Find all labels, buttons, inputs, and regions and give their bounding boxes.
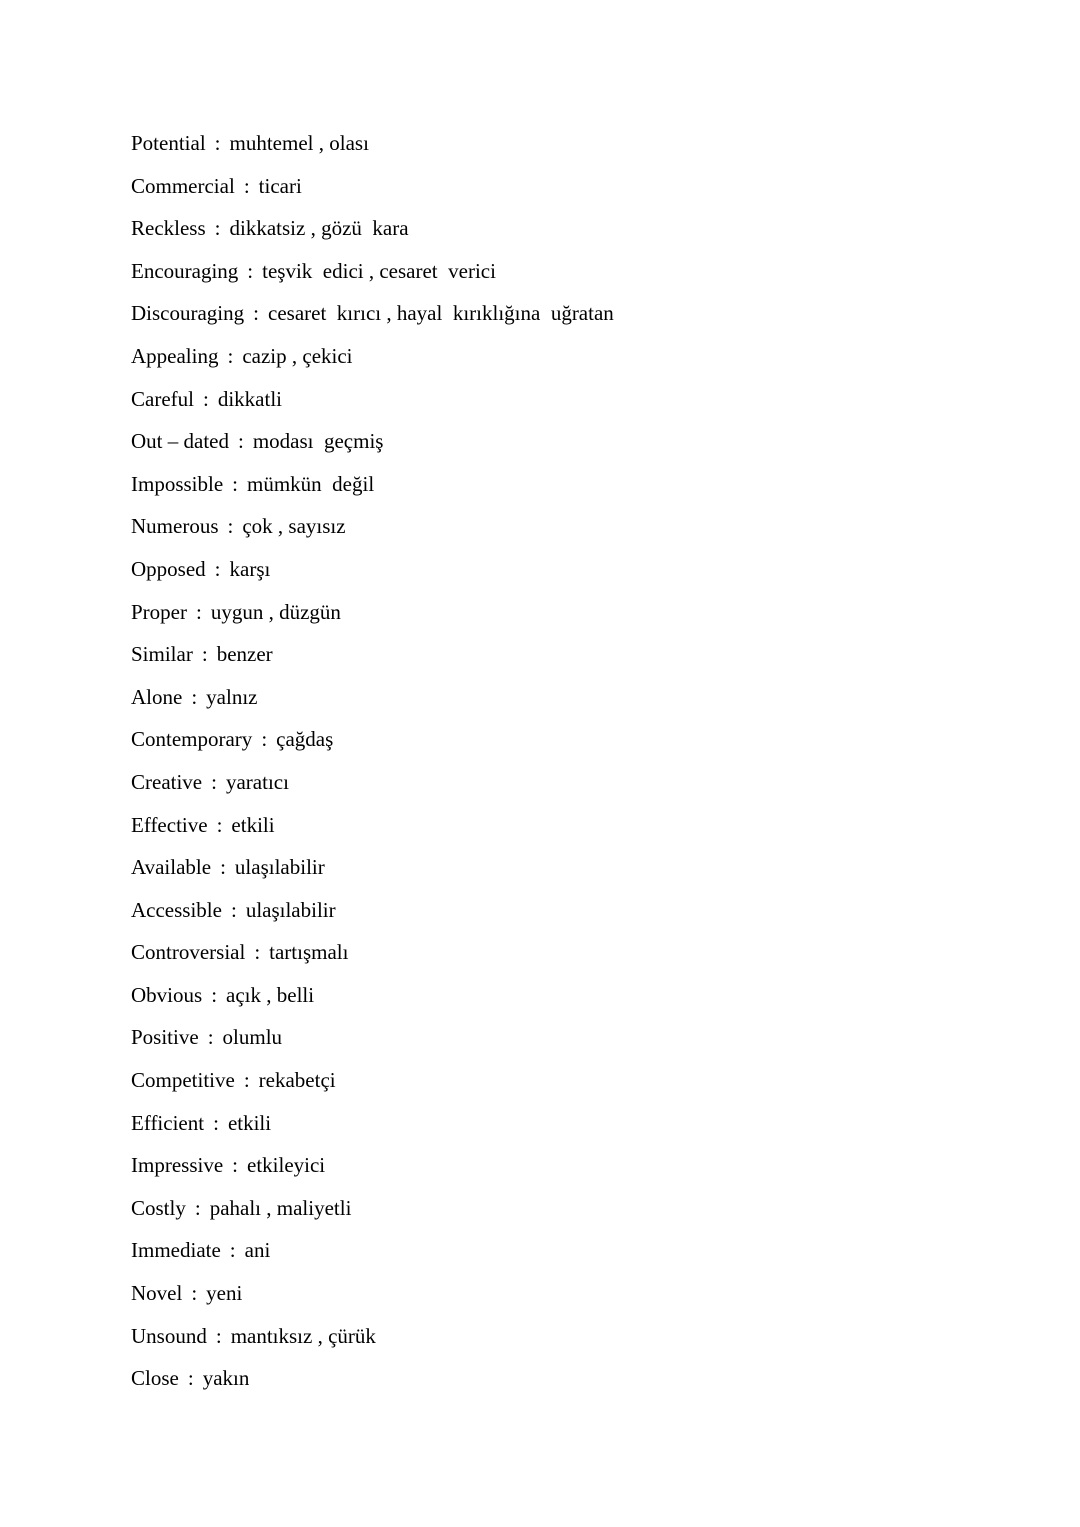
vocab-separator: :: [232, 471, 239, 496]
vocab-term: Encouraging: [131, 258, 239, 283]
vocab-entry: [131, 810, 614, 853]
vocab-entry: [131, 298, 614, 341]
vocab-term: Discouraging: [131, 301, 245, 326]
vocab-entry: [131, 341, 614, 384]
vocab-term: Contemporary: [131, 727, 253, 752]
vocab-entry: [131, 469, 614, 512]
vocab-term: Opposed: [131, 556, 206, 581]
vocab-term: Controversial: [131, 940, 246, 965]
vocab-meaning: ticari: [258, 173, 302, 198]
vocab-term: Accessible: [131, 897, 222, 922]
vocab-meaning: yeni: [206, 1281, 243, 1306]
vocab-separator: :: [229, 1238, 236, 1263]
vocab-term: Impossible: [131, 471, 224, 496]
vocab-entry: [131, 1363, 614, 1406]
vocab-separator: :: [207, 1025, 214, 1050]
vocab-separator: :: [201, 642, 208, 667]
vocab-separator: :: [214, 131, 221, 155]
vocab-meaning: mantıksız , çürük: [230, 1323, 376, 1348]
vocab-term: Careful: [131, 386, 194, 411]
vocab-separator: :: [214, 556, 221, 581]
vocab-separator: :: [214, 216, 221, 241]
vocab-separator: :: [211, 769, 217, 794]
vocab-entry: [131, 895, 614, 938]
vocab-meaning: yaratıcı: [225, 769, 289, 794]
vocab-entry: [131, 724, 614, 767]
vocab-term: Obvious: [131, 982, 203, 1007]
vocab-term: Costly: [131, 1195, 186, 1220]
vocab-meaning: mümkün değil: [247, 471, 375, 496]
vocab-term: Reckless: [131, 216, 206, 241]
vocab-entry: [131, 937, 614, 980]
vocab-meaning: muhtemel , olası: [229, 131, 369, 155]
vocab-term: Potential: [131, 131, 206, 155]
vocab-entry: [131, 384, 614, 427]
vocab-separator: :: [237, 429, 244, 454]
vocab-entry: [131, 1321, 614, 1364]
vocab-meaning: modası geçmiş: [252, 429, 384, 454]
vocab-entry: [131, 767, 614, 810]
vocab-entry: [131, 213, 614, 256]
vocab-meaning: ulaşılabilir: [234, 855, 325, 880]
vocab-entry: [131, 1278, 614, 1321]
vocab-term: Efficient: [131, 1110, 205, 1135]
vocab-meaning: dikkatsiz , gözü kara: [229, 216, 409, 241]
vocab-meaning: pahalı , maliyetli: [209, 1195, 352, 1220]
vocab-term: Close: [131, 1366, 179, 1391]
vocab-entry: [131, 597, 614, 640]
vocab-meaning: açık , belli: [226, 982, 315, 1007]
vocab-term: Competitive: [131, 1068, 235, 1093]
vocab-entry: [131, 639, 614, 682]
vocab-separator: :: [196, 599, 202, 624]
vocab-term: Impressive: [131, 1153, 224, 1178]
vocab-meaning: yalnız: [206, 684, 258, 709]
vocab-meaning: olumlu: [222, 1025, 283, 1050]
vocab-term: Commercial: [131, 173, 235, 198]
vocab-separator: :: [227, 514, 234, 539]
vocab-term: Creative: [131, 769, 203, 794]
vocab-separator: :: [211, 982, 218, 1007]
vocab-term: Positive: [131, 1025, 199, 1050]
vocab-meaning: teşvik edici , cesaret verici: [262, 258, 496, 283]
vocab-term: Alone: [131, 684, 183, 709]
vocab-separator: :: [202, 386, 209, 411]
vocab-term: Numerous: [131, 514, 219, 539]
vocab-meaning: ani: [244, 1238, 271, 1263]
vocabulary-list: [131, 128, 614, 1406]
vocab-meaning: rekabetçi: [258, 1068, 336, 1093]
vocab-entry: [131, 426, 614, 469]
vocab-separator: :: [230, 897, 237, 922]
vocab-separator: :: [232, 1153, 238, 1178]
vocab-meaning: benzer: [216, 642, 273, 667]
vocab-meaning: cesaret kırıcı , hayal kırıklığına uğratan: [268, 301, 614, 326]
vocab-separator: :: [220, 855, 226, 880]
vocab-separator: :: [215, 1323, 222, 1348]
vocab-term: Proper: [131, 599, 187, 624]
vocab-meaning: dikkatli: [217, 386, 282, 411]
vocab-entry: [131, 554, 614, 597]
vocab-separator: :: [254, 940, 261, 965]
vocab-separator: :: [243, 173, 250, 198]
vocab-separator: :: [247, 258, 254, 283]
vocab-term: Out – dated: [131, 429, 229, 454]
vocab-term: Immediate: [131, 1238, 221, 1263]
vocab-entry: [131, 1065, 614, 1108]
vocab-separator: :: [216, 812, 223, 837]
vocab-term: Effective: [131, 812, 208, 837]
vocab-entry: [131, 1022, 614, 1065]
vocab-term: Available: [131, 855, 212, 880]
vocab-entry: [131, 128, 614, 171]
vocab-entry: [131, 511, 614, 554]
vocab-term: Unsound: [131, 1323, 207, 1348]
vocab-separator: :: [187, 1366, 194, 1391]
vocab-meaning: çok , sayısız: [242, 514, 346, 539]
vocab-entry: [131, 171, 614, 214]
vocab-entry: [131, 852, 614, 895]
vocab-term: Appealing: [131, 343, 219, 368]
vocab-meaning: tartışmalı: [269, 940, 349, 965]
vocab-separator: :: [213, 1110, 219, 1135]
vocab-separator: :: [191, 1281, 198, 1306]
vocab-meaning: karşı: [229, 556, 271, 581]
vocab-meaning: ulaşılabilir: [245, 897, 336, 922]
vocab-entry: [131, 1235, 614, 1278]
vocab-separator: :: [227, 343, 234, 368]
vocab-term: Novel: [131, 1281, 183, 1306]
vocab-entry: [131, 980, 614, 1023]
vocab-separator: :: [194, 1195, 201, 1220]
vocab-separator: :: [243, 1068, 250, 1093]
vocab-meaning: cazip , çekici: [242, 343, 353, 368]
vocab-meaning: yakın: [202, 1366, 250, 1391]
vocab-entry: [131, 682, 614, 725]
vocab-separator: :: [261, 727, 268, 752]
vocab-entry: [131, 1193, 614, 1236]
vocab-meaning: etkileyici: [247, 1153, 326, 1178]
vocab-meaning: çağdaş: [276, 727, 334, 752]
vocab-meaning: uygun , düzgün: [210, 599, 341, 624]
vocab-entry: [131, 256, 614, 299]
vocab-term: Similar: [131, 642, 193, 667]
vocab-meaning: etkili: [227, 1110, 272, 1135]
vocab-separator: :: [253, 301, 259, 326]
vocab-entry: [131, 1108, 614, 1151]
vocab-separator: :: [191, 684, 198, 709]
vocab-entry: [131, 1150, 614, 1193]
vocab-meaning: etkili: [231, 812, 275, 837]
